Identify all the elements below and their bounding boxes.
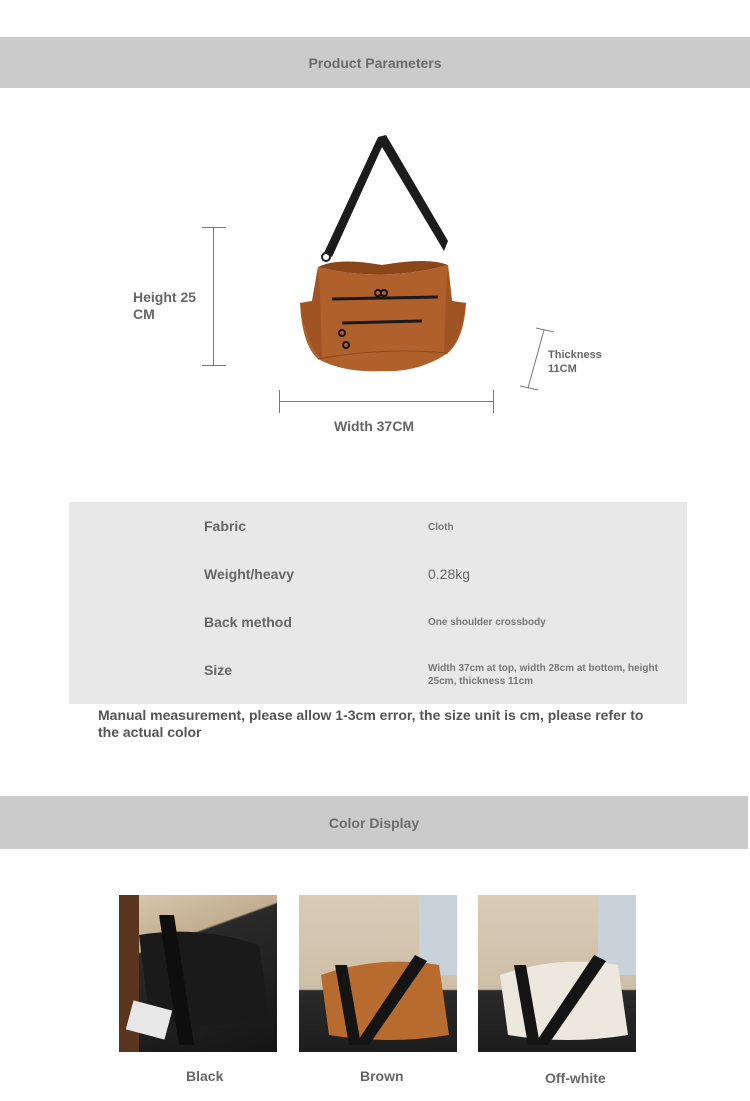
width-line-cap-left xyxy=(279,390,280,413)
height-line-cap-bottom xyxy=(202,365,226,366)
color-swatch-black[interactable] xyxy=(119,895,277,1052)
color-swatch-brown[interactable] xyxy=(299,895,457,1052)
color-label-brown: Brown xyxy=(360,1068,404,1084)
param-value: 0.28kg xyxy=(428,566,471,582)
brown-bag-image xyxy=(299,895,457,1052)
color-label-off-white: Off-white xyxy=(545,1070,606,1086)
param-key: Size xyxy=(204,662,233,678)
color-swatch-off-white[interactable] xyxy=(478,895,636,1052)
param-value: Cloth xyxy=(428,522,454,533)
param-value: Width 37cm at top, width 28cm at bottom, height 25cm, thickness 11cm xyxy=(428,663,658,687)
param-key: Weight/heavy xyxy=(204,566,294,582)
measurement-note: Manual measurement, please allow 1-3cm error, the size unit is cm, please refer to the actual color xyxy=(98,707,644,740)
height-label-value: Height 25 xyxy=(133,289,197,305)
thickness-label xyxy=(548,348,602,376)
thickness-label-value: 11CM xyxy=(548,363,577,375)
param-key: Back method xyxy=(204,614,292,630)
section-title: Color Display xyxy=(328,814,420,831)
width-label: Width 37CM xyxy=(334,418,414,434)
section-header-product-parameters xyxy=(0,37,750,88)
color-label-black: Black xyxy=(186,1068,224,1084)
height-line-cap-top xyxy=(202,227,226,228)
height-label-unit: CM xyxy=(133,306,155,322)
off-white-bag-image xyxy=(478,895,636,1052)
param-value: One shoulder crossbody xyxy=(428,617,546,628)
parameters-table xyxy=(69,502,687,704)
black-bag-image xyxy=(119,895,277,1052)
bag-product-image xyxy=(298,133,466,373)
height-label xyxy=(133,289,196,323)
param-key: Fabric xyxy=(204,518,247,534)
width-line-cap-right xyxy=(493,390,494,413)
width-line xyxy=(279,401,494,402)
height-line xyxy=(213,227,214,365)
section-title: Product Parameters xyxy=(308,54,442,71)
thickness-label-title: Thickness xyxy=(548,349,602,361)
section-header-color-display xyxy=(0,796,748,849)
